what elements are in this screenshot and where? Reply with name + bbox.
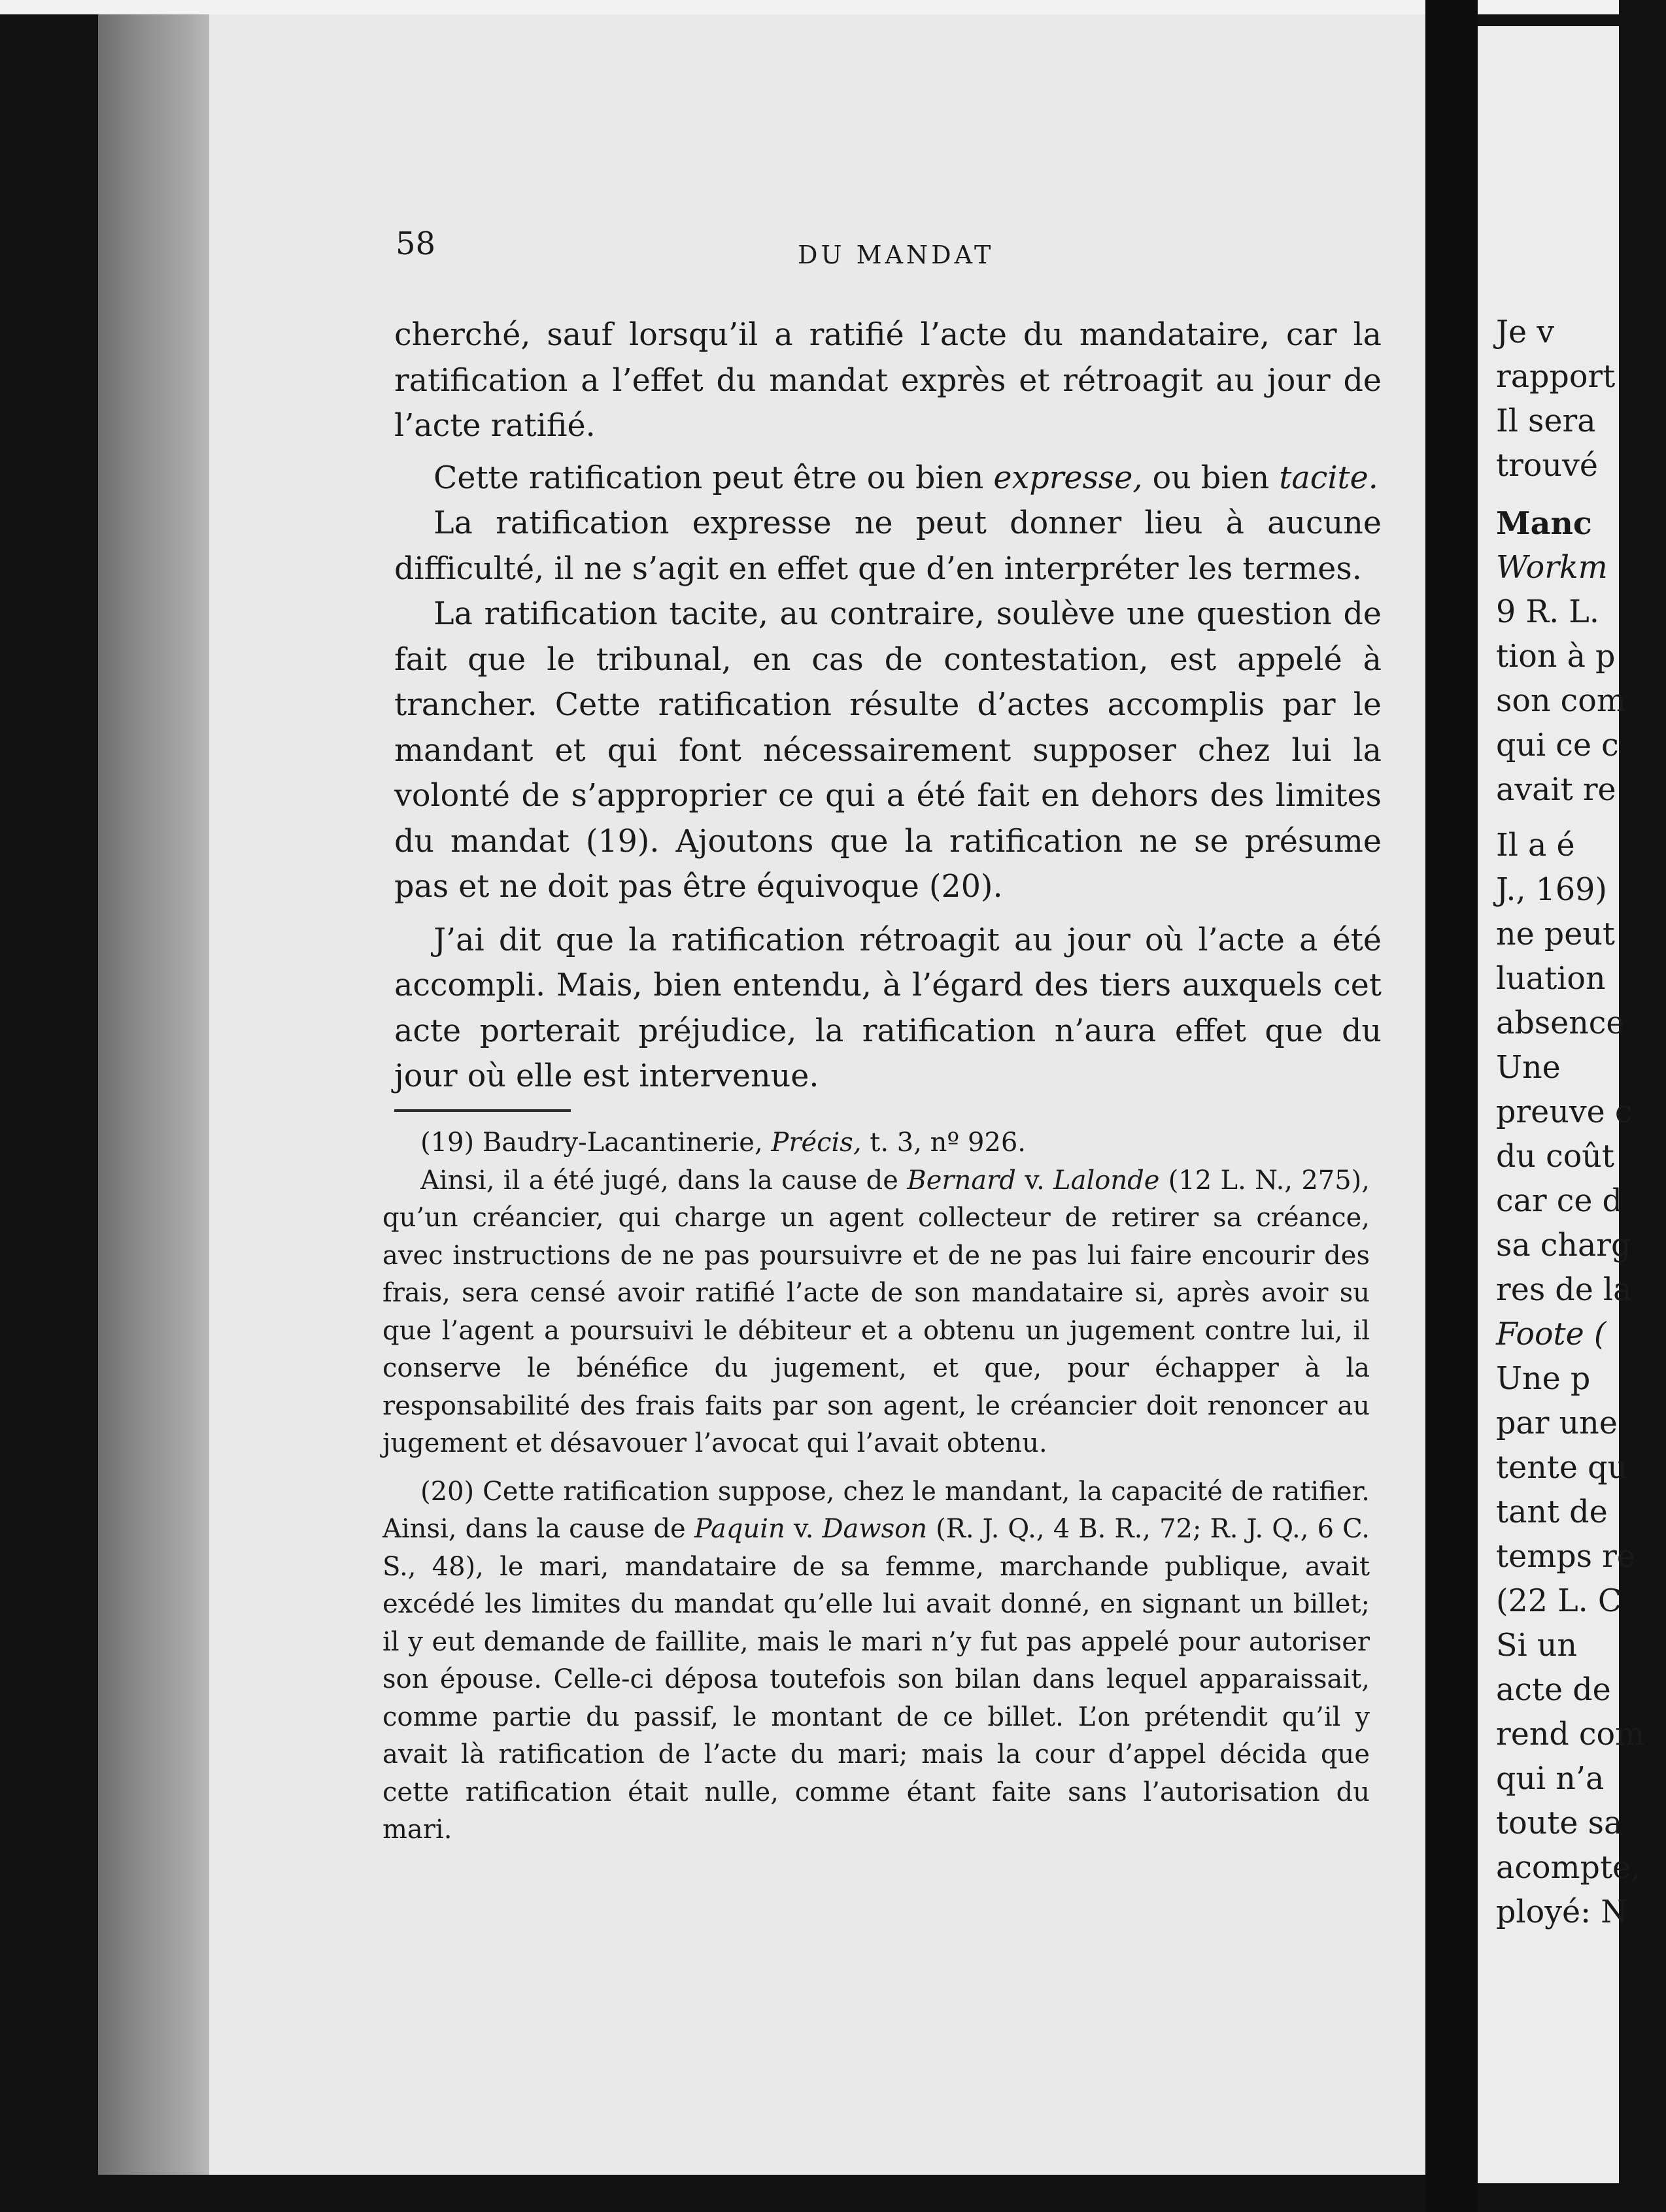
- right-line: qui ce c: [1496, 728, 1619, 763]
- right-line: sa charg: [1496, 1228, 1631, 1264]
- right-line: Workm: [1496, 550, 1608, 586]
- footnote-rule: [394, 1109, 571, 1112]
- right-page-fragment: [1478, 26, 1645, 2183]
- right-line: toute sa: [1496, 1805, 1623, 1841]
- right-line: ployé: N: [1496, 1894, 1628, 1930]
- footnote-20: (20) Cette ratification suppose, chez le mandant, la capacité de ratifier. Ainsi, dans la cause de Paquin v. Dawson (R. J. Q., 4 B. R., 72; R. J. Q., 6 C. S., 48), le mari, mandataire de sa femme, marchande publique, avait excédé les limites du mandat qu’elle lui avait donné, en signant un billet; il y eut demande de faillite, mais le mari n’y fut pas appelé pour autoriser son épouse. Celle-ci déposa toutefois son bilan dans lequel apparaissait, comme partie du passif, le montant de ce billet. L’on prétendit qu’il y avait là ratification de l’acte du mari; mais la cour d’appel décida que cette ratification était nulle, comme étant faite sans l’autorisation du mari.: [382, 1476, 1370, 1845]
- right-line: trouvé: [1496, 448, 1598, 484]
- paragraph-2: Cette ratification peut être ou bien expresse, ou bien tacite.: [434, 460, 1378, 496]
- right-line: acte de: [1496, 1672, 1611, 1708]
- page-edge-shadow: [98, 14, 209, 2175]
- footnote-19: (19) Baudry-Lacantinerie, Précis, t. 3, nº 926.: [420, 1128, 1027, 1158]
- main-text: [394, 312, 1382, 1099]
- right-line: par une: [1496, 1405, 1618, 1441]
- right-line: Manc: [1496, 505, 1592, 542]
- right-line: qui n’a: [1496, 1761, 1605, 1797]
- paragraph-1: cherché, sauf lorsqu’il a ratifié l’acte du mandataire, car la ratification a l’effet du mandat exprès et rétroagit au jour de l’acte ratifié.: [394, 317, 1382, 444]
- paragraph-4: La ratification tacite, au contraire, soulève une question de fait que le tribunal, en cas de contestation, est appelé à trancher. Cette ratification résulte d’actes accomplis par le mandant et qui font nécessairement supposer chez lui la volonté de s’approprier ce qui a été fait en dehors des limites du mandat (19). Ajoutons que la ratification ne se présume pas et ne doit pas être équivoque (20).: [394, 596, 1382, 905]
- right-line: absence: [1496, 1005, 1625, 1041]
- right-line: rapport: [1496, 359, 1616, 395]
- right-page-block-3: [1496, 824, 1666, 1935]
- right-page-block-1: [1496, 310, 1666, 488]
- right-line: rend com: [1496, 1717, 1645, 1752]
- running-head: DU MANDAT: [798, 241, 994, 269]
- right-line: tion à p: [1496, 639, 1616, 675]
- right-line: son com: [1496, 683, 1626, 719]
- right-line: Il a é: [1496, 828, 1575, 863]
- footnotes: [382, 1124, 1370, 1849]
- footnote-19-body: Ainsi, il a été jugé, dans la cause de Bernard v. Lalonde (12 L. N., 275), qu’un créancier, qui charge un agent collecteur de retirer sa créance, avec instructions de ne pas poursuivre et de ne pas lui faire encourir des frais, sera censé avoir ratifié l’acte de son mandataire si, après avoir su que l’agent a poursuivi le débiteur et a obtenu un jugement contre lui, il conserve le bénéfice du jugement, et que, pour échapper à la responsabilité des frais faits par son agent, le créancier doit renoncer au jugement et désavouer l’avocat qui l’avait obtenu.: [382, 1165, 1370, 1458]
- right-line: 9 R. L.: [1496, 594, 1599, 630]
- right-page-block-2: [1496, 501, 1666, 813]
- right-line: Il sera: [1496, 403, 1596, 439]
- right-line: Je v: [1496, 314, 1555, 350]
- right-line: preuve c: [1496, 1094, 1633, 1130]
- right-line: Foote (: [1496, 1316, 1606, 1352]
- right-line: car ce d: [1496, 1183, 1622, 1219]
- book-gutter: [1425, 0, 1478, 2212]
- right-line: luation: [1496, 961, 1606, 997]
- right-line: res de la: [1496, 1272, 1632, 1308]
- right-line: acompte,: [1496, 1850, 1641, 1886]
- scan-top-edge: [0, 0, 1619, 14]
- right-line: temps re: [1496, 1539, 1635, 1575]
- right-line: avait re: [1496, 772, 1616, 808]
- right-line: Une: [1496, 1050, 1561, 1086]
- right-line: du coût: [1496, 1139, 1614, 1175]
- right-line: tant de: [1496, 1494, 1608, 1530]
- right-line: J., 169): [1496, 872, 1607, 908]
- right-line: Si un: [1496, 1628, 1578, 1664]
- right-line: (22 L. C: [1496, 1583, 1622, 1619]
- right-line: tente qu: [1496, 1450, 1628, 1486]
- page-number: 58: [396, 226, 436, 262]
- paragraph-5: J’ai dit que la ratification rétroagit au jour où l’acte a été accompli. Mais, bien entendu, à l’égard des tiers auxquels cet acte porterait préjudice, la ratification n’aura effet que du jour où elle est intervenue.: [394, 922, 1382, 1094]
- paragraph-3: La ratification expresse ne peut donner lieu à aucune difficulté, il ne s’agit en effet que d’en interpréter les termes.: [394, 505, 1382, 587]
- right-line: ne peut: [1496, 916, 1615, 952]
- right-line: Une p: [1496, 1361, 1591, 1397]
